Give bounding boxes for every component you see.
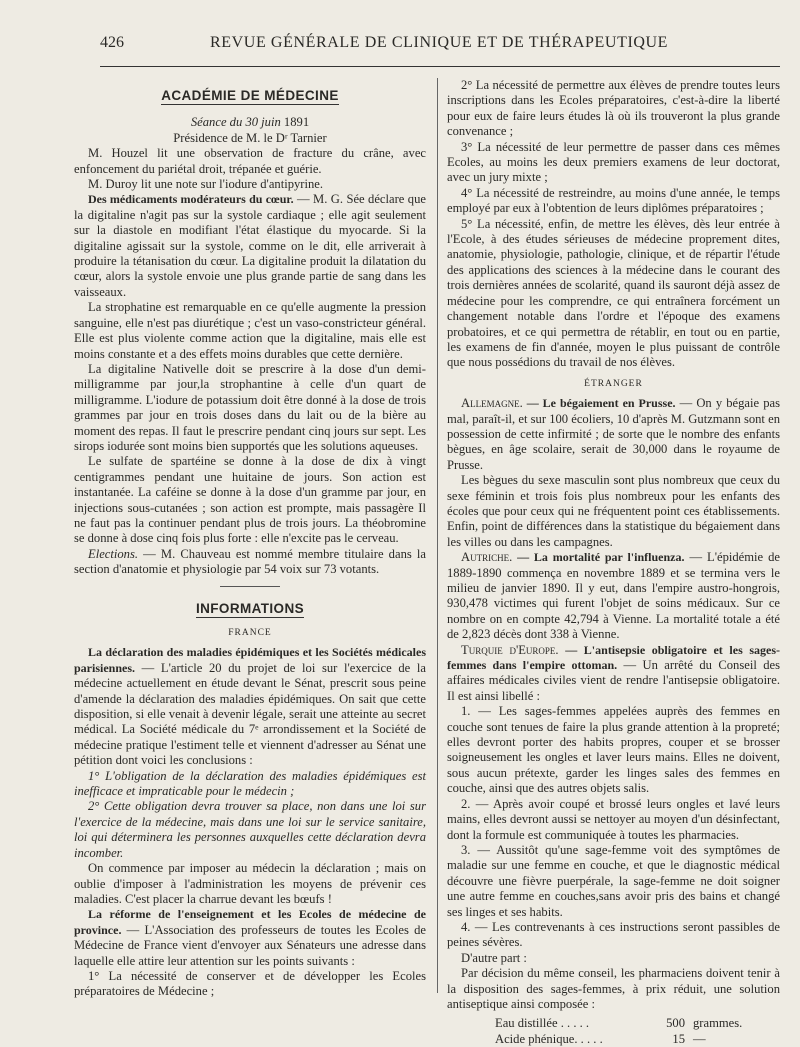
header-rule [100,66,780,67]
seance-line: Séance du 30 juin 1891 [190,115,310,130]
page-number: 426 [100,34,124,51]
conclusion-2: 2° Cette obligation devra trouver sa place, non dans une loi sur l'exercice de la médecine, mais dans une loi sur le service sanitaire, loi qui déterminera les personnes auxquelles cette déclaration devra incomber. [74,799,426,860]
ingredient-qty: 15 [672,1031,685,1046]
article-1: 1. — Les sages-femmes appelées auprès des femmes en couche sont tenues de faire la plus grande attention à la propreté; elles devront porter des habits propres, couper et se brosser soigneusement les ongles et laver leurs mains. Elles ne doivent, sous aucun prétexte, garder les linges sales des femmes en couche, ainsi que des autres objets salis. [447,704,780,796]
paragraph-influenza: Autriche. — La mortalité par l'influenza. — L'épidémie de 1889-1890 commença en novembre 1889 et se termina vers le milieu de janvier 1890. Il y eut, dans l'empire austro-hongrois, 930,478 victimes qui furent l'objet de soins médicaux. Sur ce nombre on en compte 42,794 à Vienne. La mortalité totale a été de 2,823 décès dont 338 à Vienne. [447,550,781,642]
paragraph-begues: Les bègues du sexe masculin sont plus nombreux que ceux du sexe féminin et trois fois plus nombreux pour les enfants des écoles que pour ceux qui ne fréquentent point ces établissements. Enfin, point de différences dans la statistique du bégaiement dans les villes ou dans les campagnes. [447,473,780,549]
paragraph-reforme: La réforme de l'enseignement et les Ecoles de médecine de province. — L'Association des professeurs de toutes les Ecoles de Médecine de France vient d'envoyer aux Sénateurs une adresse dans laquelle elle attire leur attention sur les points suivants : [74,907,426,968]
presidence-line: Présidence de M. le Dʳ Tarnier [173,130,327,145]
paragraph-charrue: On commence par imposer au médecin la déclaration ; mais on oublie d'imposer à l'administration les moyens de prévenir ces maladies. C'est placer la charrue devant les bœufs ! [74,861,426,906]
paragraph-strophatine: La strophatine est remarquable en ce qu'elle augmente la pression sanguine, elle n'est pas diurétique ; c'est un vaso-constricteur général. Elle est plus violente comme action que la digitaline, mais elle est moins constante et a des effets moins durables que cette dernière. [74,300,426,361]
page-header [100,34,730,56]
point-1: 1° La nécessité de conserver et de développer les Ecoles préparatoires de Médecine ; [74,968,426,999]
france-subheading: FRANCE [228,628,272,638]
ingredient-unit: grammes. [693,1016,743,1031]
right-column [447,78,780,1047]
paragraph-duroy: M. Duroy lit une note sur l'iodure d'antipyrine. [88,177,324,192]
conclusion-1: 1° L'obligation de la déclaration des maladies épidémiques est inefficace et impraticable pour le médecin ; [74,768,426,799]
running-title: REVUE GÉNÉRALE DE CLINIQUE ET DE THÉRAPEUTIQUE [210,34,669,51]
ingredient-qty: 500 [666,1016,685,1031]
ingredient-unit: — [693,1031,706,1046]
paragraph-elections: Elections. — M. Chauveau est nommé membre titulaire dans la section d'anatomie et physiologie par 54 voix sur 73 votants. [74,546,426,577]
paragraph-declaration: La déclaration des maladies épidémiques et les Sociétés médicales parisiennes. — L'article 20 du projet de loi sur l'exercice de la médecine actuellement en étude devant le Sénat, prescrit sous peine d'amende la déclaration des maladies épidémiques. On sait que cette disposition, si elle venait à devenir légale, serait une atteinte au secret médical. La Société médicale du 7ᵉ arrondissement et la Société de médecine pratique l'estiment telle et viennent d'adresser au Sénat une pétition dont voici les conclusions : [74,645,426,768]
paragraph-digitaline: La digitaline Nativelle doit se prescrire à la dose d'un demi-milligramme par jour,la strophantine à celle d'un quart de milligramme. L'iodure de potassium doit être donné à la dose de trois grammes par jour en trois doses dans du lait ou de la bière au moment des repas. Il faut le prescrire pendant cinq jours sur sept. Les sirops iodurée sont moins bien supportés que les solutions aqueuses. [74,361,426,453]
section-separator [220,586,280,587]
paragraph-houzel: M. Houzel lit une observation de fracture du crâne, avec enfoncement du pariétal droit, trépanée et guérie. [74,146,426,176]
formula-row [447,1016,780,1031]
informations-heading: INFORMATIONS [74,601,426,618]
article-2: 2. — Après avoir coupé et brossé leurs ongles et lavé leurs mains, elles devront aussi se nettoyer au moyen d'un désinfectant, dont la formule est communiquée à toutes les pharmacies. [447,796,780,842]
article-4: 4. — Les contrevenants à ces instructions seront passibles de peines sévères. [447,919,780,950]
formula-row [447,1032,780,1047]
paragraph-antisepsie: Turquie d'Europe. — L'antisepsie obligatoire et les sages-femmes dans l'empire ottoman. — Un arrêté du Conseil des affaires médicales civiles vient de rendre l'antisepsie obligatoire. Il est ainsi libellé : [447,642,781,703]
academie-heading: ACADÉMIE DE MÉDECINE [74,88,426,105]
ingredient-name: Acide phénique. . . . . [495,1031,603,1046]
etranger-subheading: ÉTRANGER [584,378,643,389]
point-5: 5° La nécessité, enfin, de mettre les élèves, dès leur entrée à l'Ecole, à des études sérieuses de médecine proprement dites, anatomie, physiologie, pathologie, clinique, et de répartir l'étude des applications des sciences à la médecine dans le courant des trois dernières années de scolarité, quand ils sauront déjà assez de médecine pour les comprendre, ce qui entraînera forcément un changement notable dans l'ordre et l'époque des examens probatoires, et ce qui permettra de rétablir, en tout ou en partie, les examens de fin d'année, moyen le plus puissant de contrôle que nous possédions du travail de nos élèves. [447,216,780,370]
point-2: 2° La nécessité de permettre aux élèves de prendre toutes leurs inscriptions dans les Ecoles préparatoires, c'est-à-dire la liberté pour eux de faire leurs études là où ils trouveront la plus grande convenance ; [447,78,780,139]
point-3: 3° La nécessité de leur permettre de passer dans ces mêmes Ecoles, au moins les deux premiers examens de leur doctorat, avec un jury mixte ; [447,139,780,185]
formula-table [447,1016,780,1047]
column-divider [437,78,438,993]
ingredient-name: Eau distillée . . . . . [495,1016,590,1031]
paragraph-sparteine: Le sulfate de spartéine se donne à la dose de dix à vingt centigrammes pendant une huitaine de jours. Son action est instantanée. La caféine se donne à la dose d'un gramme par jour, en injections sous-cutanées ; son action est prompte, mais passagère Il ne faut pas la continuer pendant plus de trois jours. La théobromine se donne à dose cinq fois plus forte : elle n'excite pas le cerveau. [74,454,426,546]
paragraph-pharmaciens: Par décision du même conseil, les pharmaciens doivent tenir à la disposition des sages-femmes, à prix réduit, une solution antiseptique ainsi composée : [447,966,780,1011]
dautre-part: D'autre part : [461,950,527,965]
paragraph-prusse: Allemagne. — Le bégaiement en Prusse. — On y bégaie pas mal, paraît-il, et sur 100 écoliers, 10 d'après M. Gutzmann sont en possession de cette infirmité ; de sorte que le nombre des enfants bègues, en âge scolaire, serait de 30,000 dans le royaume de Prusse. [447,396,780,472]
paragraph-moderateurs: Des médicaments modérateurs du cœur. — M. G. Sée déclare que la digitaline n'agit pas sur la systole cardiaque ; elle agit seulement sur la diastole en modifiant l'état élastique du myocarde. Si la digitaline agissait sur la systole, comme on le dit, elle arriverait à produire la tétanisation du cœur. La digitaline produit la dilatation du cœur, alors la systole envoie une plus grande partie de sang dans les vaisseaux. [74,192,426,299]
left-column [74,88,426,1000]
point-4: 4° La nécessité de restreindre, au moins d'une année, le temps employé par eux à l'obtention de leurs diplômes préparatoires ; [447,185,780,216]
article-3: 3. — Aussitôt qu'une sage-femme voit des symptômes de maladie sur une femme en couche, et que le diagnostic médical découvre une fièvre puerpérale, la sage-femme ne doit soigner une autre femme en couches,sans avoir pris des bains et changé ses linges et ses habits. [447,842,780,919]
